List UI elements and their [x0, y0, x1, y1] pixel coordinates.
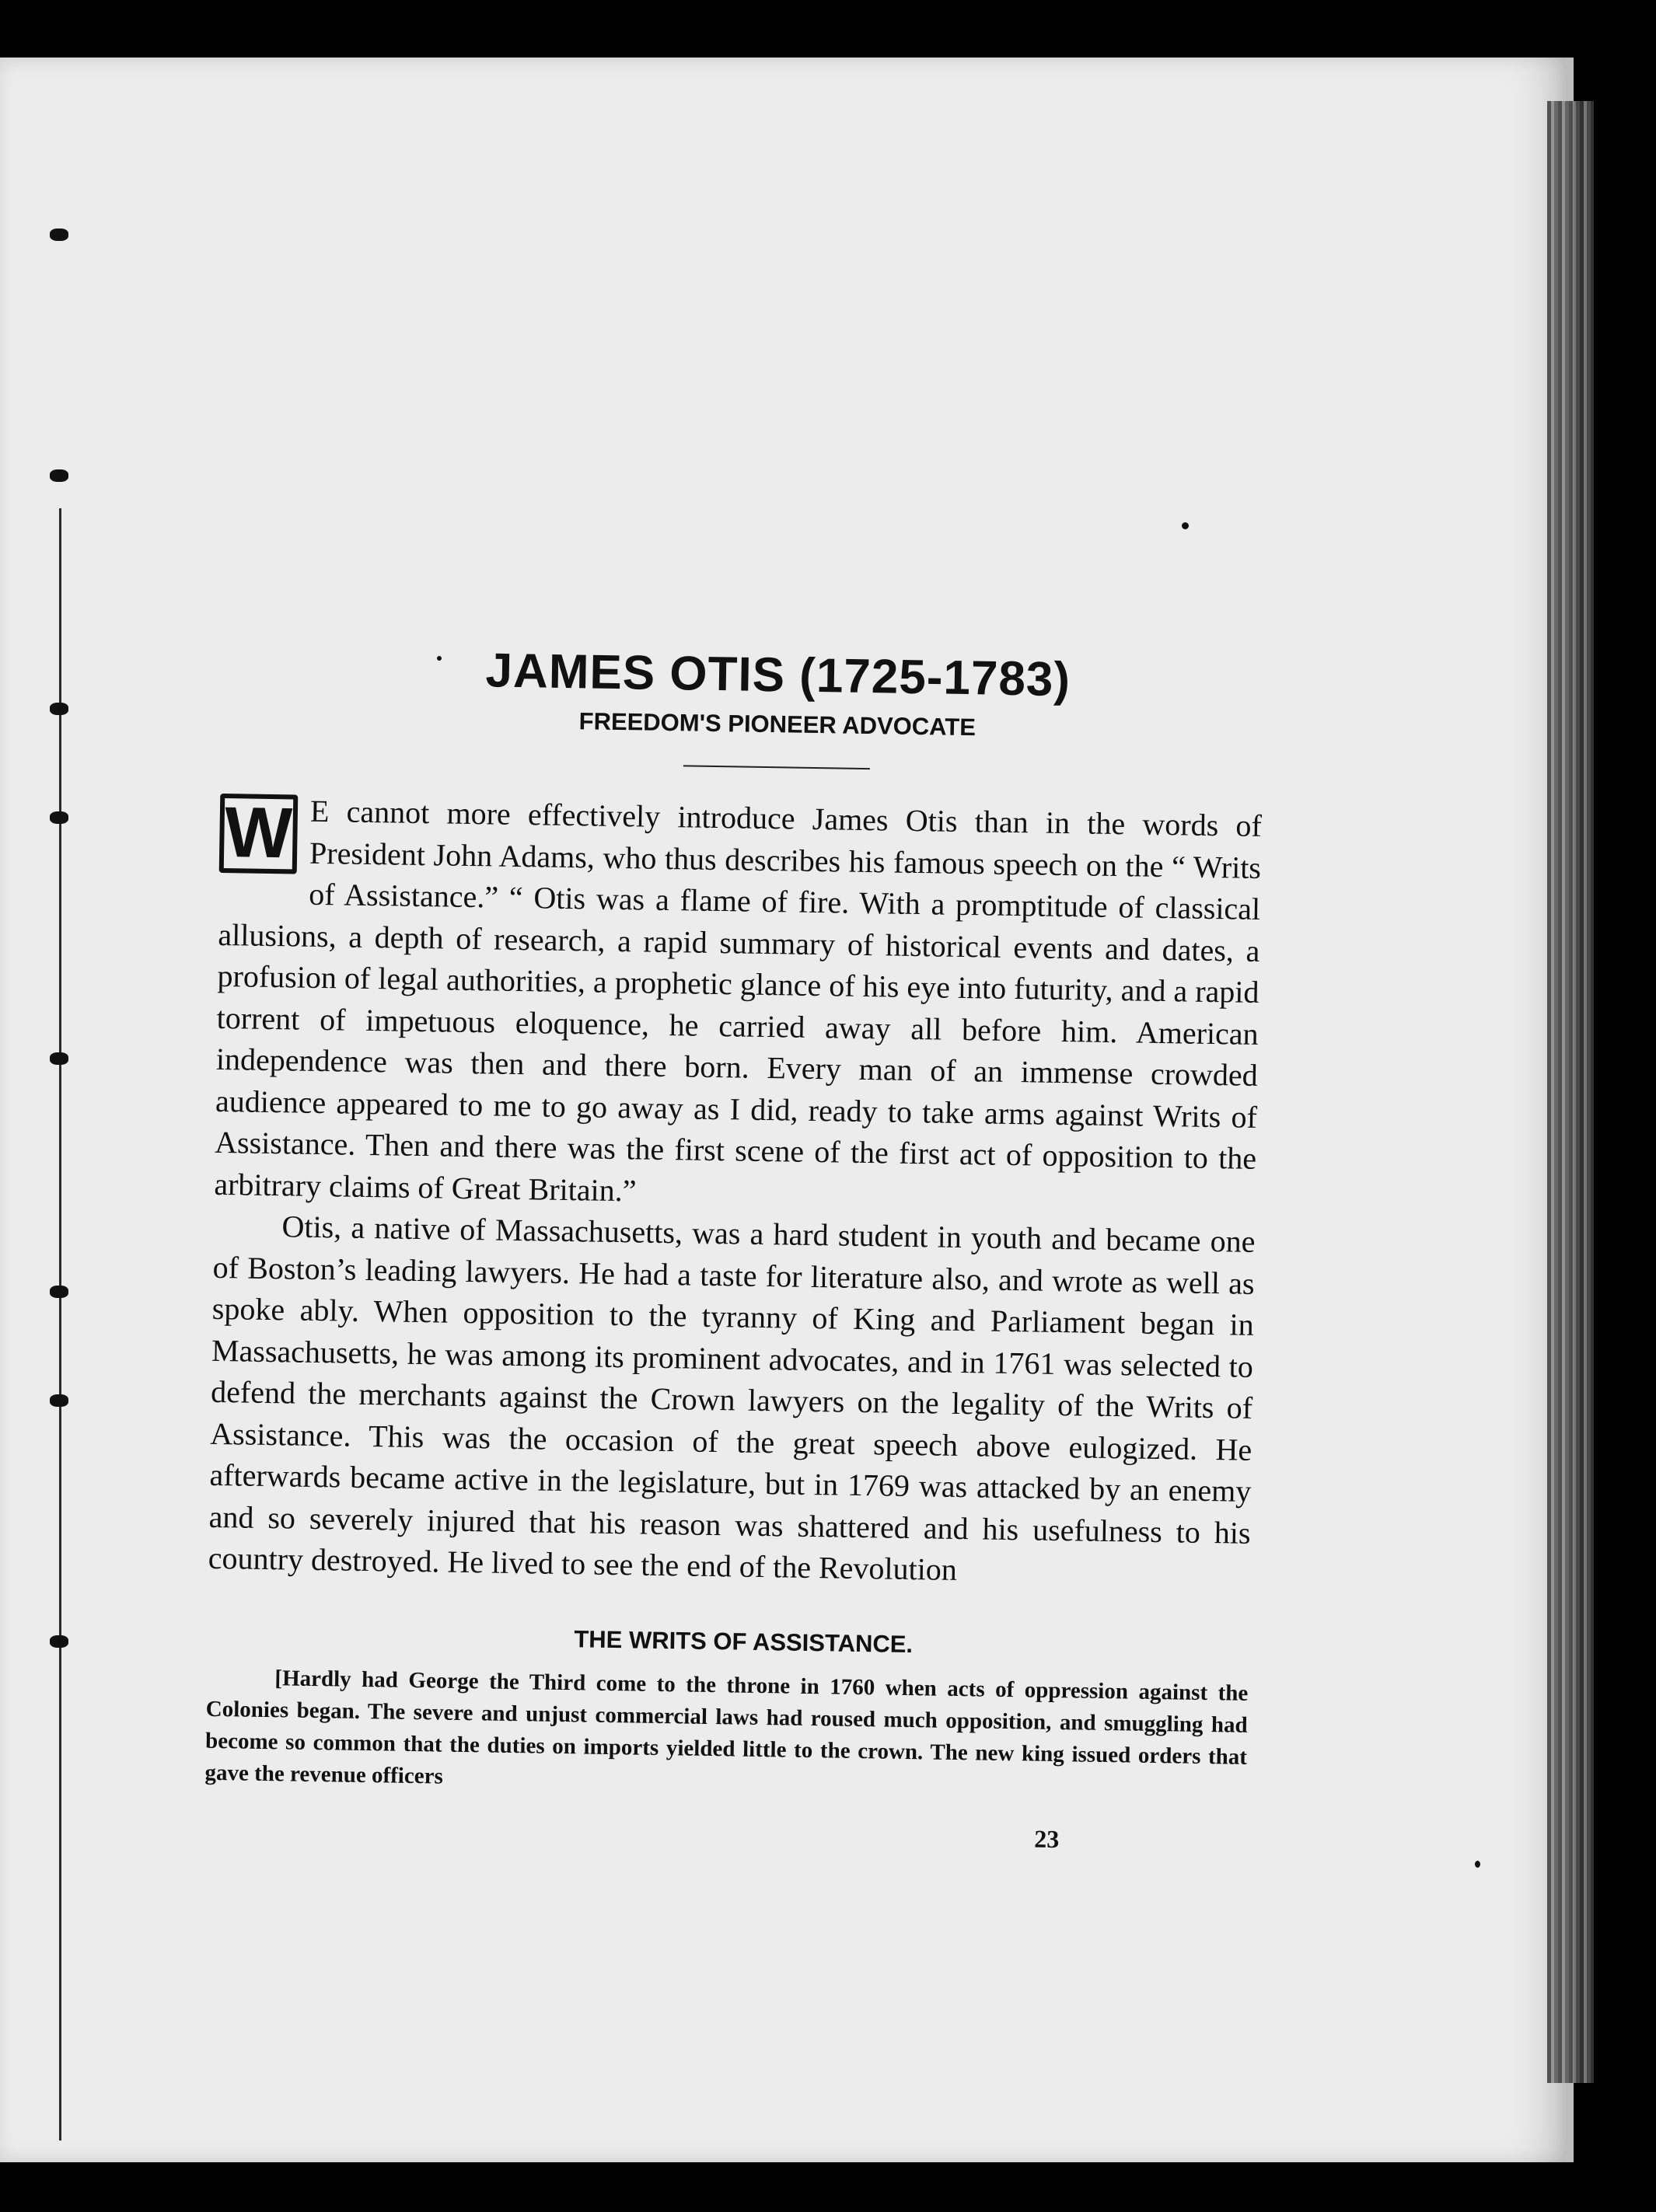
binding-stitch-mark: [50, 1286, 68, 1298]
paragraph-2: Otis, a native of Massachusetts, was a hard student in youth and became one of Boston’s leading lawyers. He had a taste for literature also, and wrote as well as spoke ably. When opposition to the tyranny of King and Parliament began in Massachusetts, he was among its prominent advocates, and in 1761 was selected to defend the merchants against the Crown lawyers on the legality of the Writs of Assistance. This was the occasion of the great speech above eulogized. He afterwards became active in the legislature, but in 1769 was attacked by an enemy and so severely injured that his reason was shattered and his usefulness to his country destroyed. He lived to see the end of the Revolution: [208, 1209, 1256, 1587]
binding-stitch-mark: [50, 229, 68, 241]
binding-fold-line: [59, 508, 61, 2140]
page-content: [204, 561, 1266, 1856]
chapter-title: JAMES OTIS (1725-1783): [485, 644, 1071, 707]
title-divider: [683, 765, 870, 769]
binding-stitch-mark: [50, 1394, 68, 1407]
section-heading: THE WRITS OF ASSISTANCE.: [574, 1624, 914, 1658]
binding-stitch-mark: [50, 469, 68, 482]
binding-stitch-mark: [50, 1052, 68, 1065]
chapter-subtitle: FREEDOM'S PIONEER ADVOCATE: [578, 707, 976, 741]
body-text: [208, 789, 1262, 1595]
drop-cap-letter: W: [219, 794, 299, 874]
binding-stitch-mark: [50, 811, 68, 824]
ink-speck: [1182, 522, 1189, 529]
binding-stitch-mark: [50, 703, 68, 715]
section-intro-text: [Hardly had George the Third come to the throne in 1760 when acts of oppression against the Colonies began. The severe and unjust commercial laws had roused much opposition, and smuggling had become so common that the duties on imports yielded little to the crown. The new king issued orders that gave the revenue officers: [204, 1665, 1249, 1789]
binding-stitch-mark: [50, 1635, 68, 1648]
book-page: [0, 58, 1574, 2162]
paragraph-1: [214, 789, 1262, 1221]
page-fore-edge: [1547, 101, 1594, 2083]
ink-speck: [1475, 1861, 1480, 1868]
page-number: 23: [1034, 1824, 1060, 1853]
paragraph-1-text: E cannot more effectively introduce James Otis than in the words of President John Adams, who thus describes his famous speech on the “ Writs of Assistance.” “ Otis was a flame of fire. With a promptitude of classical allusions, a depth of research, a rapid summary of historical events and dates, a profusion of legal authorities, a prophetic glance of his eye into futurity, and a rapid torrent of impetuous eloquence, he carried away all before him. American independence was then and there born. Every man of an immense crowded audience appeared to me to go away as I did, ready to take arms against Writs of Assistance. Then and there was the first scene of the first act of opposition to the arbitrary claims of Great Britain.”: [214, 793, 1263, 1208]
